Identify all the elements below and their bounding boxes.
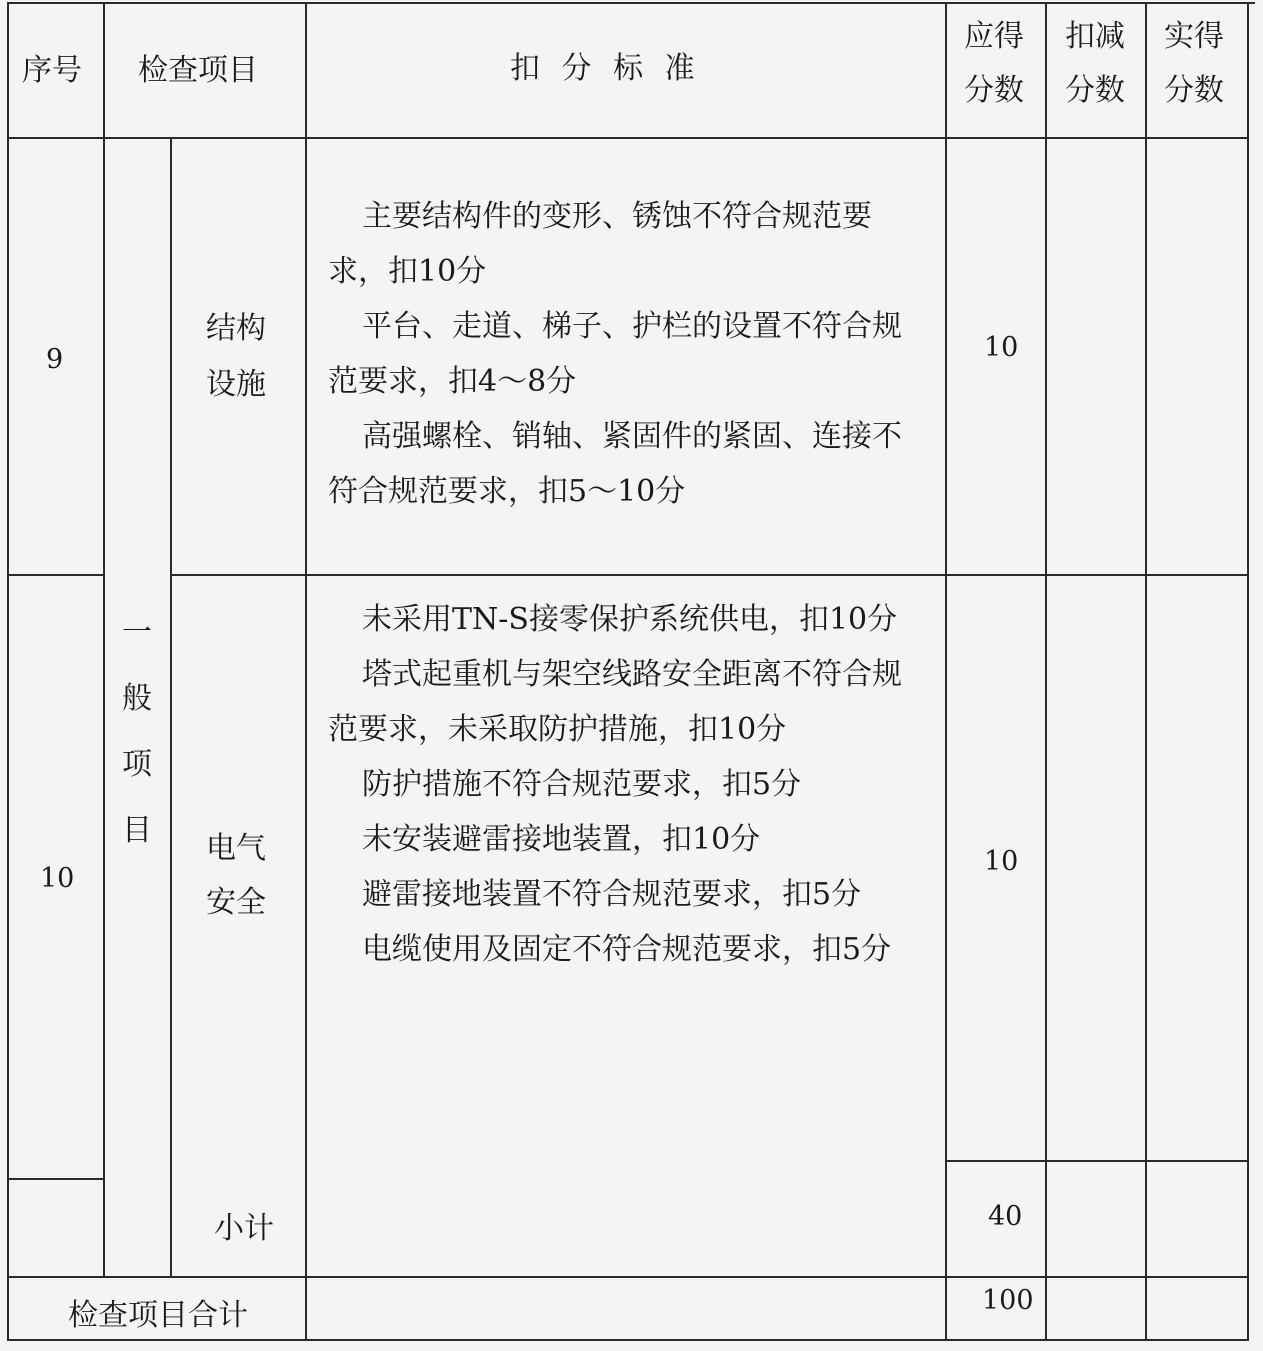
criteria-item: 防护措施不符合规范要求，扣5分: [362, 767, 802, 802]
table-border-right: [1247, 2, 1249, 1341]
criteria-item: 高强螺栓、销轴、紧固件的紧固、连接不符合规范要求，扣5～10分: [328, 419, 902, 509]
table-border-bottom: [7, 1339, 1249, 1341]
row-9-name-line1: 结构: [206, 311, 266, 346]
row-9-bottom-rule: [7, 574, 105, 576]
group-label-char: 般: [122, 681, 152, 716]
row-9-criteria: [328, 189, 928, 519]
group-label-char: 目: [122, 813, 152, 848]
group-label-char: 项: [122, 747, 152, 782]
header-actual-line1: 实得: [1164, 19, 1224, 54]
criteria-item: 平台、走道、梯子、护栏的设置不符合规范要求，扣4～8分: [328, 309, 902, 399]
row-9-seq: 9: [46, 344, 64, 375]
header-deduct-line2: 分数: [1065, 73, 1125, 108]
header-criteria: 扣 分 标 准: [510, 51, 701, 86]
header-due-line2: 分数: [964, 73, 1024, 108]
criteria-item: 塔式起重机与架空线路安全距离不符合规范要求，未采取防护措施，扣10分: [328, 657, 902, 747]
table-border-left: [7, 2, 9, 1341]
row-9-name-line2: 设施: [206, 367, 266, 402]
row-10-due: 10: [984, 846, 1019, 877]
criteria-item: 避雷接地装置不符合规范要求，扣5分: [362, 877, 862, 912]
header-seq: 序号: [22, 53, 82, 88]
header-item: 检查项目: [138, 53, 258, 88]
subtotal-bottom-rule: [7, 1276, 1249, 1278]
criteria-item: 主要结构件的变形、锈蚀不符合规范要求，扣10分: [328, 199, 872, 289]
due-column-rule: [1045, 2, 1047, 1339]
seq-column-rule: [103, 2, 105, 1278]
header-bottom-rule: [7, 137, 1249, 139]
header-actual-line2: 分数: [1164, 73, 1224, 108]
row-10-name-line2: 安全: [206, 885, 266, 920]
group-label: [117, 600, 157, 864]
row-10-bottom-rule: [7, 1178, 105, 1180]
row-10-bottom-rule: [947, 1160, 1249, 1162]
row-9-due: 10: [984, 332, 1019, 363]
row-9-bottom-rule: [170, 574, 1249, 576]
table-border-top: [7, 2, 1255, 4]
criteria-column-rule: [945, 2, 947, 1339]
subtotal-due: 40: [988, 1201, 1023, 1232]
header-deduct-line1: 扣减: [1065, 19, 1125, 54]
group-label-char: 一: [122, 615, 152, 650]
deduct-column-rule: [1145, 2, 1147, 1339]
criteria-item: 电缆使用及固定不符合规范要求，扣5分: [362, 932, 892, 967]
criteria-item: 未安装避雷接地装置，扣10分: [362, 822, 761, 857]
item-column-rule: [305, 2, 307, 1339]
total-due: 100: [982, 1285, 1034, 1316]
subtotal-label: 小计: [214, 1211, 274, 1246]
row-10-seq: 10: [40, 863, 75, 894]
criteria-item: 未采用TN-S接零保护系统供电，扣10分: [362, 602, 898, 637]
group-column-rule: [170, 137, 172, 1278]
total-label: 检查项目合计: [68, 1298, 248, 1333]
row-10-name-line1: 电气: [206, 831, 266, 866]
row-10-criteria: [328, 592, 928, 977]
header-due-line1: 应得: [964, 19, 1024, 54]
